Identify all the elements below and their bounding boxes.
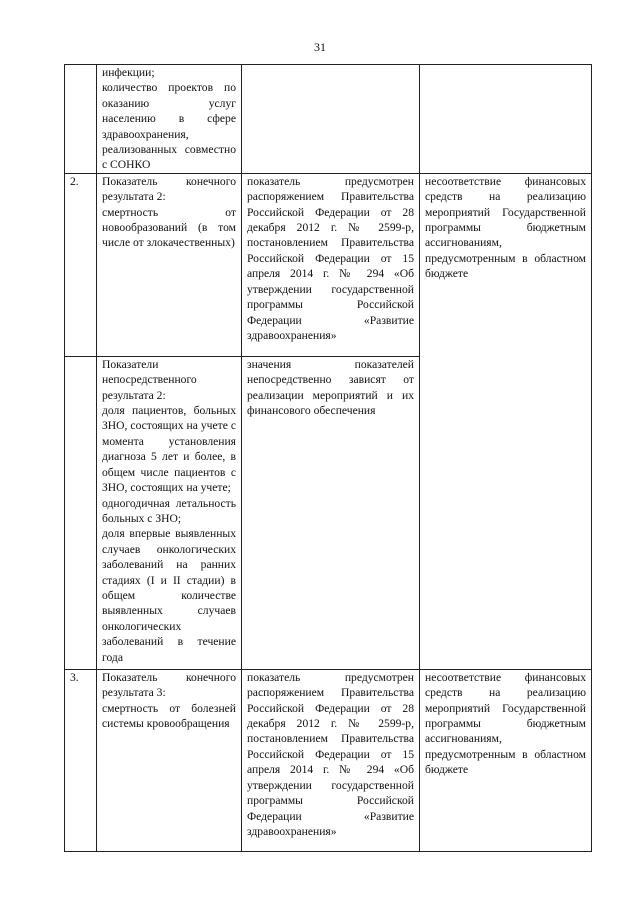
- indicator-text: смертность от новообразований (в том числе от злокачественных): [102, 205, 236, 250]
- table-row: [65, 65, 592, 174]
- indicator-text: доля впервые выявленных случаев онкологических заболеваний на ранних стадиях (I и II стадии) в общем количестве выявленных случаев онкологических заболеваний в течение года: [102, 527, 236, 664]
- indicators-table: [64, 64, 592, 852]
- indicator-text: Показатели непосредственного результата 2:: [102, 357, 197, 402]
- indicator-cell: [97, 669, 242, 851]
- row-number: 3.: [65, 669, 97, 851]
- basis-cell: показатель предусмотрен распоряжением Правительства Российской Федерации от 28 декабря 2012 г. № 2599-р, постановлением Правительства Российской Федерации от 15 апреля 2014 г. № 294 «Об утверждении государственной программы Российской Федерации «Развитие здравоохранения»: [242, 173, 420, 356]
- indicator-cell: [97, 173, 242, 356]
- table-row: [65, 669, 592, 851]
- indicator-text: инфекции;: [102, 66, 155, 79]
- indicator-text: доля пациентов, больных ЗНО, состоящих на учете с момента установления диагноза 5 лет и более, в общем числе пациентов с ЗНО, состоящих на учете;: [102, 404, 236, 495]
- row-number: [65, 65, 97, 174]
- indicator-cell: [97, 65, 242, 174]
- indicator-text: Показатель конечного результата 3:: [102, 670, 236, 700]
- basis-cell: значения показателей непосредственно зависят от реализации мероприятий и их финансового обеспечения: [242, 356, 420, 669]
- indicator-text: количество проектов по оказанию услуг населению в сфере здравоохранения, реализованных совместно с СОНКО: [102, 81, 236, 172]
- basis-cell: [242, 65, 420, 174]
- table-row: [65, 173, 592, 356]
- indicator-text: смертность от болезней системы кровообращения: [102, 701, 236, 731]
- row-number: [65, 356, 97, 669]
- row-number: 2.: [65, 173, 97, 356]
- basis-cell: показатель предусмотрен распоряжением Правительства Российской Федерации от 28 декабря 2012 г. № 2599-р, постановлением Правительства Российской Федерации от 15 апреля 2014 г. № 294 «Об утверждении государственной программы Российской Федерации «Развитие здравоохранения»: [242, 669, 420, 851]
- indicator-text: Показатель конечного результата 2:: [102, 174, 236, 204]
- risk-cell: [420, 65, 592, 174]
- indicator-cell: [97, 356, 242, 669]
- risk-cell: несоответствие финансовых средств на реализацию мероприятий Государственной программы бюджетным ассигнованиям, предусмотренным в областном бюджете: [420, 669, 592, 851]
- risk-cell: несоответствие финансовых средств на реализацию мероприятий Государственной программы бюджетным ассигнованиям, предусмотренным в областном бюджете: [420, 173, 592, 669]
- indicator-text: одногодичная летальность больных с ЗНО;: [102, 496, 236, 525]
- page-number: 31: [314, 40, 326, 54]
